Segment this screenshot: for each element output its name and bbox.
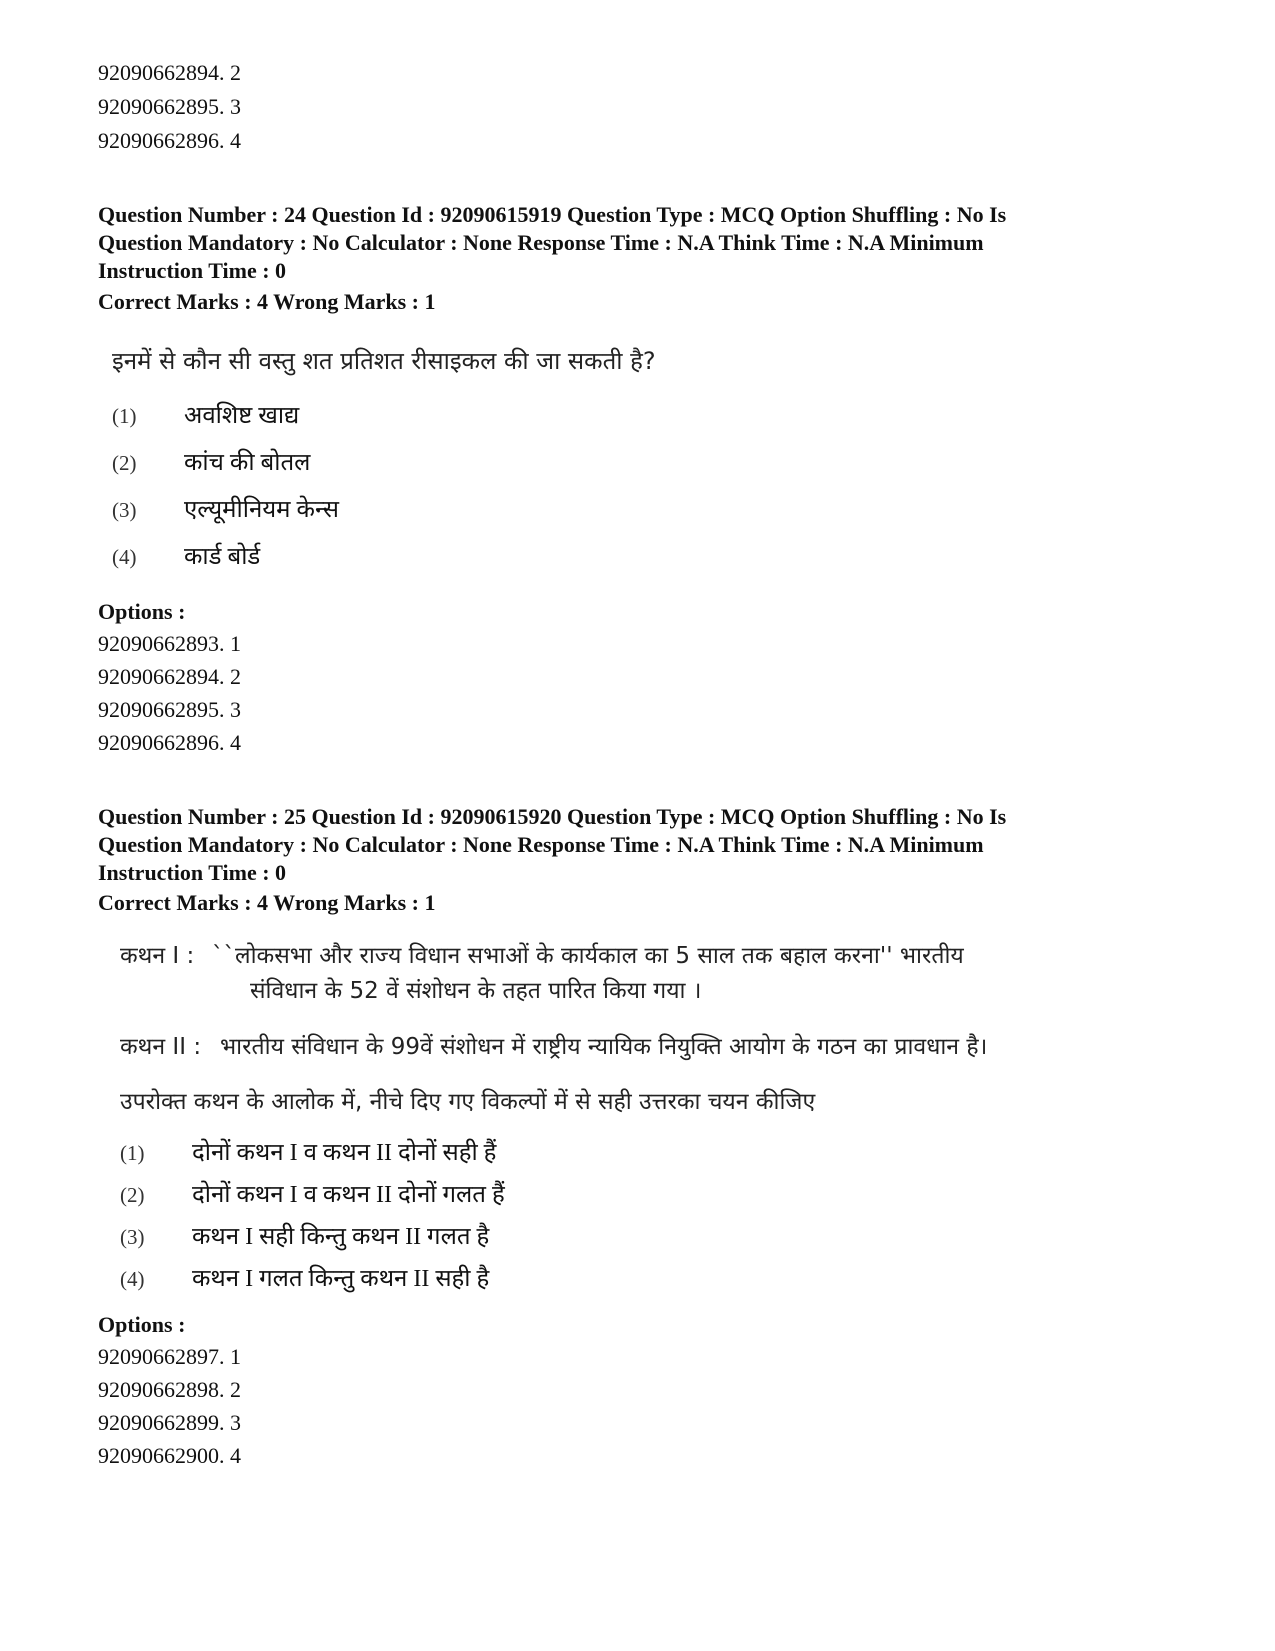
choice-item — [112, 400, 299, 432]
marks-line: Correct Marks : 4 Wrong Marks : 1 — [98, 890, 436, 915]
choice-number: (4) — [112, 545, 137, 569]
choice-number: (1) — [120, 1141, 145, 1165]
statement-2-label: कथन II : — [120, 1034, 202, 1060]
choice-item — [112, 447, 310, 479]
choice-number: (2) — [120, 1183, 145, 1207]
option-line: 92090662896. 4 — [98, 730, 241, 755]
choice-text: दोनों कथन I व कथन II दोनों गलत हैं — [192, 1182, 505, 1208]
statement-1-line: ``लोकसभा और राज्य विधान सभाओं के कार्यकाल का 5 साल तक बहाल करना'' भारतीय — [212, 943, 964, 969]
choice-text: कथन I सही किन्तु कथन II गलत है — [192, 1224, 490, 1250]
marks-line: Correct Marks : 4 Wrong Marks : 1 — [98, 289, 436, 314]
choice-number: (3) — [120, 1225, 145, 1249]
choice-item — [120, 1179, 505, 1211]
option-line: 92090662897. 1 — [98, 1344, 241, 1369]
statement-2-text: भारतीय संविधान के 99वें संशोधन में राष्ट्रीय न्यायिक नियुक्ति आयोग के गठन का प्रावधान है। — [220, 1034, 988, 1060]
choice-item — [120, 1263, 489, 1295]
choice-item — [120, 1137, 496, 1169]
option-line: 92090662899. 3 — [98, 1410, 241, 1435]
option-line: 92090662894. 2 — [98, 664, 241, 689]
choice-text: कांच की बोतल — [184, 450, 311, 476]
statement-1-label: कथन I : — [120, 943, 195, 969]
choice-text: कथन I गलत किन्तु कथन II सही है — [192, 1266, 490, 1292]
choice-item — [112, 494, 339, 526]
option-line: 92090662898. 2 — [98, 1377, 241, 1402]
instruction-text: उपरोक्त कथन के आलोक में, नीचे दिए गए विकल्पों में से सही उत्तरका चयन कीजिए — [120, 1089, 816, 1115]
question-stem: इनमें से कौन सी वस्तु शत प्रतिशत रीसाइकल की जा सकती है? — [112, 347, 656, 375]
question-header-line: Question Mandatory : No Calculator : None Response Time : N.A Think Time : N.A Minimum — [98, 230, 984, 255]
choice-text: एल्यूमीनियम केन्स — [184, 497, 339, 523]
choice-text: कार्ड बोर्ड — [184, 544, 261, 570]
option-line: 92090662894. 2 — [98, 60, 241, 85]
option-line: 92090662893. 1 — [98, 631, 241, 656]
choice-number: (2) — [112, 451, 137, 475]
question-header-line: Question Number : 24 Question Id : 92090615919 Question Type : MCQ Option Shuffling : No Is — [98, 202, 1007, 227]
question-header-line: Question Number : 25 Question Id : 92090615920 Question Type : MCQ Option Shuffling : No Is — [98, 804, 1007, 829]
option-line: 92090662895. 3 — [98, 697, 241, 722]
choice-text: अवशिष्ट खाद्य — [184, 403, 300, 429]
choice-number: (1) — [112, 404, 137, 428]
choice-item — [112, 541, 260, 573]
question-header-line: Question Mandatory : No Calculator : None Response Time : N.A Think Time : N.A Minimum — [98, 832, 984, 857]
statement-1-line: संविधान के 52 वें संशोधन के तहत पारित किया गया । — [250, 978, 702, 1004]
choice-number: (4) — [120, 1267, 145, 1291]
option-line: 92090662896. 4 — [98, 128, 241, 153]
question-header-line: Instruction Time : 0 — [98, 258, 287, 283]
question-header — [98, 803, 1178, 887]
choice-item — [120, 1221, 489, 1253]
option-line: 92090662895. 3 — [98, 94, 241, 119]
question-header-line: Instruction Time : 0 — [98, 860, 287, 885]
option-line: 92090662900. 4 — [98, 1443, 241, 1468]
choice-text: दोनों कथन I व कथन II दोनों सही हैं — [192, 1140, 497, 1166]
options-label: Options : — [98, 1312, 186, 1337]
options-label: Options : — [98, 599, 186, 624]
question-image — [112, 345, 656, 377]
choice-number: (3) — [112, 498, 137, 522]
question-header — [98, 201, 1178, 285]
